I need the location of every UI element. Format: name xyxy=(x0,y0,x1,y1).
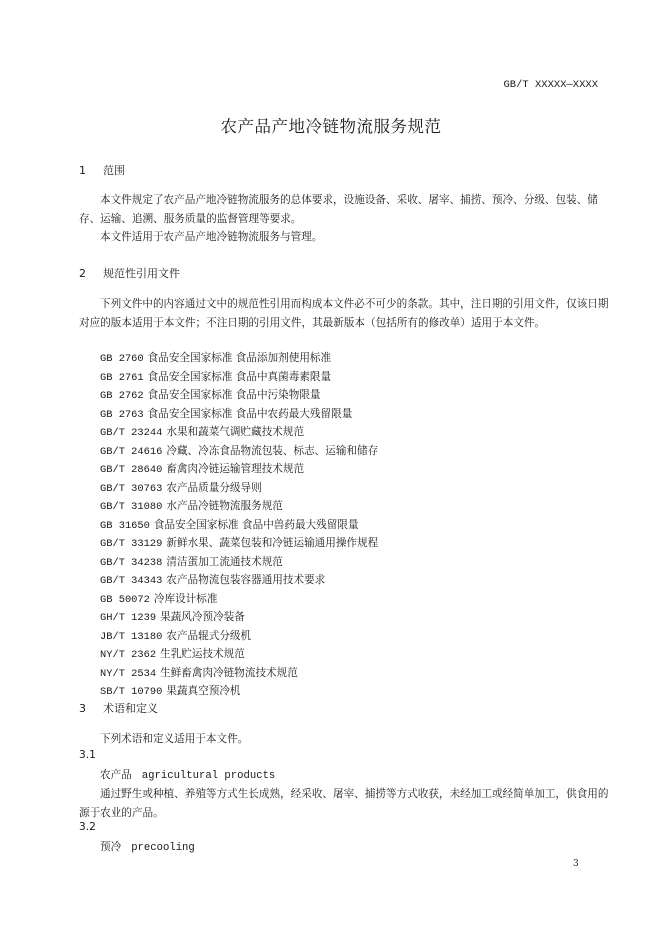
term-heading xyxy=(100,839,195,854)
reference-item xyxy=(100,665,298,680)
reference-title: 食品安全国家标准 食品添加剂使用标准 xyxy=(147,352,332,364)
reference-code: GH/T 1239 xyxy=(100,612,157,624)
reference-title: 农产品质量分级导则 xyxy=(166,482,262,494)
page-number: 3 xyxy=(573,859,579,869)
reference-item xyxy=(100,443,378,458)
reference-item xyxy=(100,572,325,587)
reference-title: 水果和蔬菜气调贮藏技术规范 xyxy=(166,426,305,438)
standard-code: GB/T XXXXX—XXXX xyxy=(503,79,598,91)
reference-title: 果蔬真空预冷机 xyxy=(166,685,241,697)
scope-paragraph-2: 本文件适用于农产品产地冷链物流服务与管理。 xyxy=(100,231,323,243)
reference-item xyxy=(100,480,262,495)
reference-item xyxy=(100,517,359,532)
term-number: 3.1 xyxy=(79,749,96,761)
reference-code: GB/T 34343 xyxy=(100,575,163,587)
term-number: 3.2 xyxy=(79,821,96,833)
term-chinese: 预冷 xyxy=(100,841,122,853)
reference-title: 生鲜畜禽肉冷链物流技术规范 xyxy=(160,667,298,679)
reference-item xyxy=(100,424,304,439)
section-heading-normative-references xyxy=(79,265,180,281)
reference-item xyxy=(100,350,331,365)
reference-item xyxy=(100,683,241,698)
scope-paragraph-1: 本文件规定了农产品产地冷链物流服务的总体要求，设施设备、采收、屠宰、捕捞、预冷、分级、包装、储存、运输、追溯、服务质量的监督管理等要求。 xyxy=(79,194,598,225)
term-chinese: 农产品 xyxy=(100,769,132,781)
reference-code: GB 50072 xyxy=(100,594,150,606)
reference-title: 清洁蛋加工流通技术规范 xyxy=(166,556,283,568)
section-number: 3 xyxy=(79,702,86,715)
reference-item xyxy=(100,609,245,624)
reference-code: NY/T 2362 xyxy=(100,649,157,661)
term-english: precooling xyxy=(131,842,195,854)
reference-title: 食品安全国家标准 食品中污染物限量 xyxy=(147,389,321,401)
reference-code: JB/T 13180 xyxy=(100,631,163,643)
terms-intro-paragraph: 下列术语和定义适用于本文件。 xyxy=(100,733,249,745)
reference-item xyxy=(100,535,378,550)
reference-code: GB/T 34238 xyxy=(100,557,163,569)
section-number: 1 xyxy=(79,164,86,177)
reference-title: 农产品辊式分级机 xyxy=(166,630,252,642)
section-title: 术语和定义 xyxy=(103,702,158,715)
reference-code: GB 31650 xyxy=(100,520,150,532)
reference-title: 水产品冷链物流服务规范 xyxy=(166,500,283,512)
reference-title: 畜禽肉冷链运输管理技术规范 xyxy=(166,463,305,475)
reference-code: GB/T 30763 xyxy=(100,483,163,495)
reference-item xyxy=(100,461,304,476)
section-heading-scope xyxy=(79,162,125,178)
section-title: 范围 xyxy=(103,164,125,177)
reference-title: 食品安全国家标准 食品中兽药最大残留限量 xyxy=(153,519,359,531)
reference-code: SB/T 10790 xyxy=(100,686,163,698)
reference-item xyxy=(100,591,217,606)
reference-code: NY/T 2534 xyxy=(100,668,157,680)
reference-title: 冷库设计标准 xyxy=(153,593,218,605)
section-title: 规范性引用文件 xyxy=(103,267,180,280)
reference-code: GB 2762 xyxy=(100,390,144,402)
reference-code: GB/T 23244 xyxy=(100,427,163,439)
reference-code: GB/T 24616 xyxy=(100,446,163,458)
section-heading-terms-definitions xyxy=(79,700,158,716)
reference-item xyxy=(100,646,245,661)
reference-code: GB 2760 xyxy=(100,353,144,365)
document-title: 农产品产地冷链物流服务规范 xyxy=(220,117,442,136)
term-definition: 通过野生或种植、养殖等方式生长成熟，经采收、屠宰、捕捞等方式收获，未经加工或经简单加工，供食用的源于农业的产品。 xyxy=(79,788,609,819)
reference-code: GB/T 31080 xyxy=(100,501,163,513)
reference-item xyxy=(100,498,283,513)
reference-item xyxy=(100,406,352,421)
reference-title: 果蔬风冷预冷装备 xyxy=(160,611,245,623)
reference-code: GB 2761 xyxy=(100,372,144,384)
term-heading xyxy=(100,767,275,782)
reference-title: 生乳贮运技术规范 xyxy=(160,648,245,660)
reference-item xyxy=(100,554,283,569)
reference-item xyxy=(100,628,251,643)
reference-item xyxy=(100,369,331,384)
reference-title: 冷藏、冷冻食品物流包装、标志、运输和储存 xyxy=(166,445,379,457)
term-english: agricultural products xyxy=(141,770,276,782)
reference-title: 农产品物流包装容器通用技术要求 xyxy=(166,574,326,586)
reference-title: 食品安全国家标准 食品中农药最大残留限量 xyxy=(147,408,353,420)
reference-title: 新鲜水果、蔬菜包装和冷链运输通用操作规程 xyxy=(166,537,379,549)
reference-code: GB/T 28640 xyxy=(100,464,163,476)
references-intro-paragraph: 下列文件中的内容通过文中的规范性引用而构成本文件必不可少的条款。其中，注日期的引用文件，仅该日期对应的版本适用于本文件；不注日期的引用文件，其最新版本（包括所有的修改单）适用于本文件。 xyxy=(79,298,609,329)
section-number: 2 xyxy=(79,267,86,280)
reference-title: 食品安全国家标准 食品中真菌毒素限量 xyxy=(147,371,332,383)
reference-item xyxy=(100,387,321,402)
reference-code: GB/T 33129 xyxy=(100,538,163,550)
reference-code: GB 2763 xyxy=(100,409,144,421)
